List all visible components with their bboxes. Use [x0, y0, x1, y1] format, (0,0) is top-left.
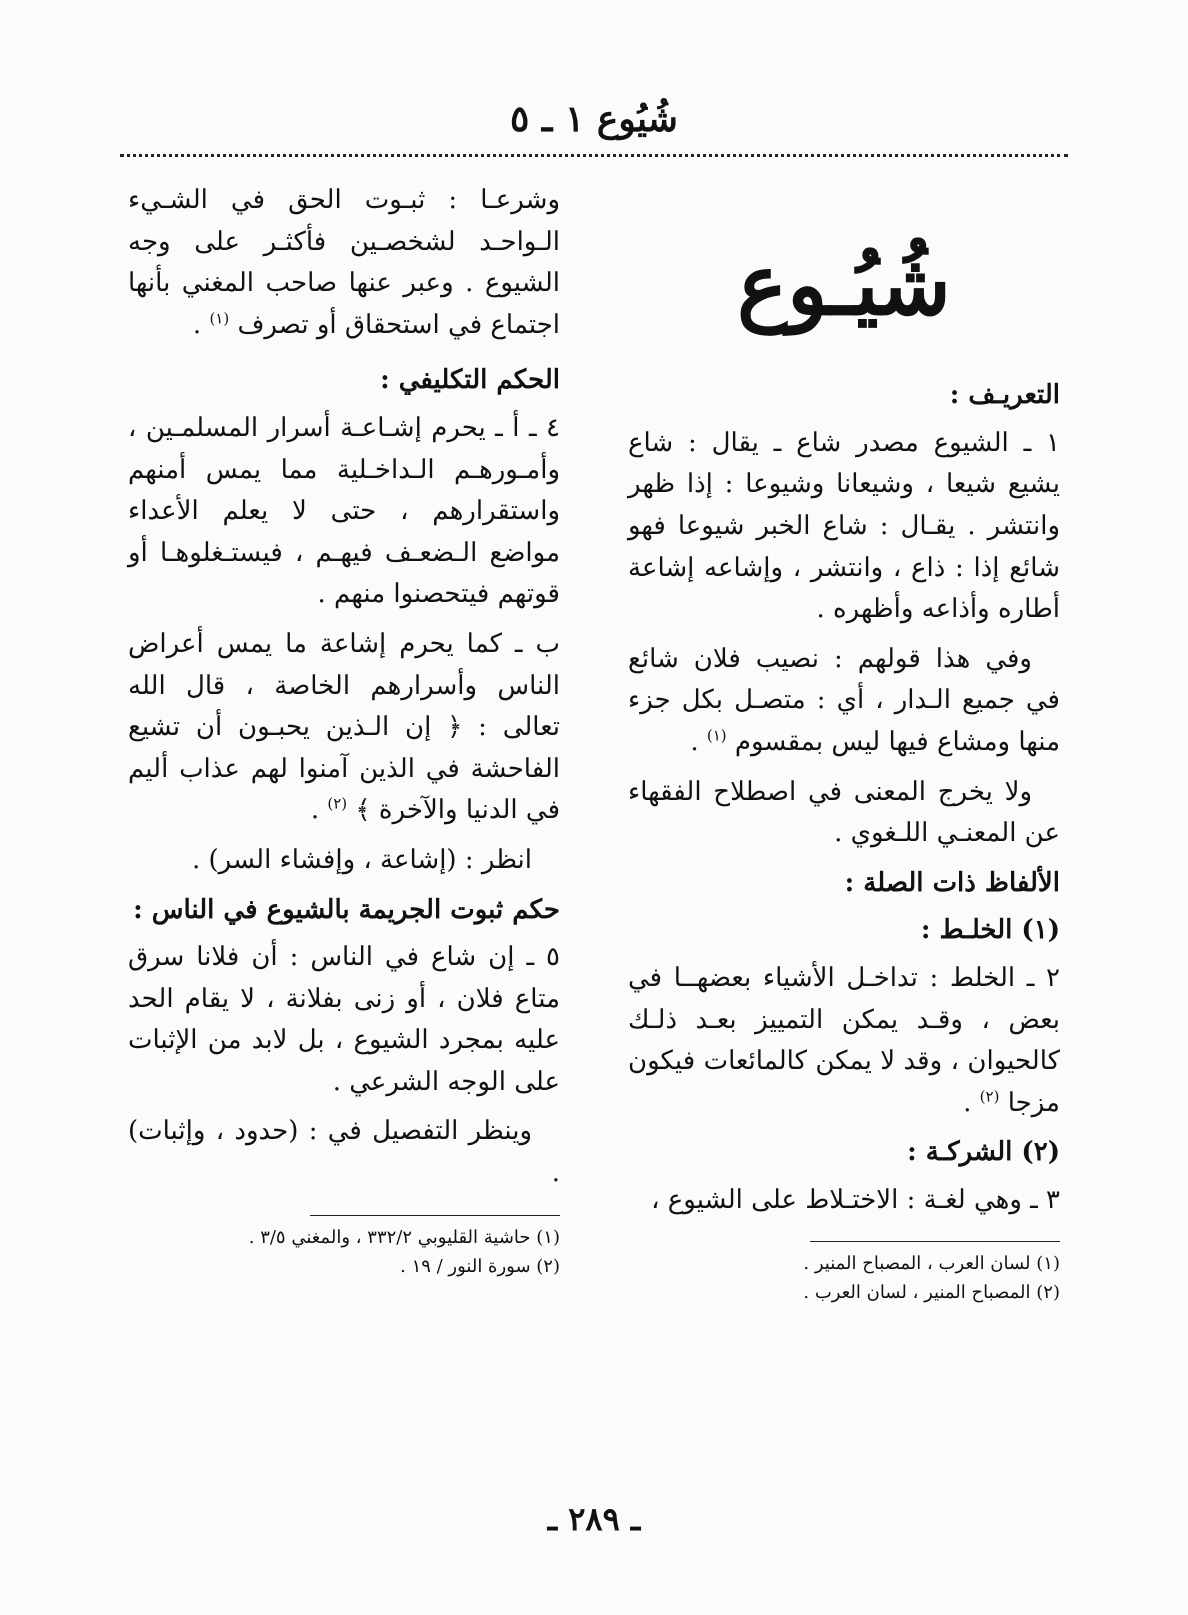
paragraph-1: ١ ـ الشيوع مصدر شاع ـ يقال : شاع يشيع شيعا ، وشيعانا وشيوعا : إذا ظهر وانتشر . يقـال : شاع الخبر شيوعا فهو شائع إذا : ذاع ، وانتشر ، وإشاعه إشاعة أطاره وأذاعه وأظهره .: [628, 427, 1060, 625]
paragraph-2: ٤ ـ أ ـ يحرم إشـاعـة أسرار المسلمـين ، وأمـورهـم الـداخـلية مما يمس أمنهم واستقرارهم ، حتى لا يعلم الأعداء مواضع الـضعـف فيهـم ، فيستـغلوهـا أو قوتهم فيتحصنوا منهم .: [128, 412, 560, 610]
paragraph-3: ب ـ كما يحرم إشاعة ما يمس أعراض الناس وأسرارهم الخاصة ، قال الله تعالى : ﴿ إن الـذين يحبـون أن تشيع الفاحشة في الذين آمنوا لهم عذاب أليم في الدنيا والآخرة ﴾ $^{(٢)}$ .: [128, 628, 560, 826]
crime-heading: حكم ثبوت الجريمة بالشيوع في الناس :: [133, 894, 560, 925]
footnote-ref: (٢): [327, 794, 348, 813]
paragraph-6: وينظر التفصيل في : (حدود ، وإثبات) .: [128, 1116, 560, 1189]
paragraph-3: ولا يخرج المعنى في اصطلاح الفقهاء عن المعنـي اللـغوي .: [628, 776, 1060, 849]
page-number: ـ ٢٨٩ ـ: [547, 1500, 641, 1538]
footnote-ref: (١): [706, 726, 727, 745]
partnership-heading: (٢) الشركـة :: [907, 1137, 1060, 1168]
paragraph-2: وفي هذا قولهم : نصيب فلان شائع في جميع الـدار ، أي : متصـل بكل جزء منها ومشاع فيها ليس بمقسوم $^{(١)}$ .: [628, 643, 1060, 757]
footnote-ref: (٢): [979, 1087, 1000, 1106]
left-footnotes: [128, 1224, 560, 1280]
footnote-rule: [810, 1241, 1060, 1242]
definition-heading: التعريـف :: [949, 380, 1060, 411]
footnote: (١) لسان العرب ، المصباح المنير .: [803, 1253, 1060, 1275]
footnote: (١) حاشية القليوبي ٣٣٢/٢ ، والمغني ٣/٥ .: [248, 1226, 560, 1248]
paragraph-2-text: وفي هذا قولهم : نصيب فلان شائع في جميع الـدار ، أي : متصـل بكل جزء منها ومشاع فيها ليس بمقسوم: [628, 643, 1060, 757]
paragraph-4-text: ٢ ـ الخلط : تداخـل الأشياء بعضهــا في بعض ، وقـد يمكن التمييز بعـد ذلـك كالحيوان ، وقد لا يمكن كالمائعات فيكون مزجا: [628, 962, 1060, 1118]
footnote: (٢) المصباح المنير ، لسان العرب .: [803, 1282, 1060, 1304]
mixing-heading: (١) الخلـط :: [920, 915, 1060, 946]
entry-title: شُيُـوع: [737, 235, 951, 334]
running-head: شُيُوع ١ ـ ٥: [510, 98, 678, 140]
footnote-ref: (١): [209, 309, 230, 328]
ruling-heading: الحكم التكليفي :: [380, 365, 560, 396]
paragraph-3-text: ب ـ كما يحرم إشاعة ما يمس أعراض الناس وأسرارهم الخاصة ، قال الله تعالى : ﴿ إن الـذين يحبـون أن تشيع الفاحشة في الذين آمنوا لهم عذاب أليم في الدنيا والآخرة ﴾: [128, 628, 560, 826]
paragraph-5: ٥ ـ إن شاع في الناس : أن فلانا سرق متاع فلان ، أو زنى بفلانة ، لا يقام الحد عليه بمجرد الشيوع ، بل لابد من الإثبات على الوجه الشرعي .: [128, 942, 560, 1097]
paragraph-1-text: وشرعـا : ثبـوت الحق في الشـيء الـواحـد لشخصـين فأكثـر على وجه الشيوع . وعبر عنها صاحب المغني بأنها اجتماع في استحقاق أو تصرف: [128, 185, 560, 340]
related-terms-heading: الألفاظ ذات الصلة :: [844, 867, 1060, 898]
header-dotted-rule: [120, 154, 1068, 157]
right-footnotes: [628, 1250, 1060, 1306]
right-column: [628, 178, 1060, 1308]
paragraph-4: ٢ ـ الخلط : تداخـل الأشياء بعضهــا في بعض ، وقـد يمكن التمييز بعـد ذلـك كالحيوان ، وقد لا يمكن كالمائعات فيكون مزجا $^{(٢)}$ .: [628, 962, 1060, 1118]
footnote-rule: [310, 1215, 560, 1216]
paragraph-1: وشرعـا : ثبـوت الحق في الشـيء الـواحـد لشخصـين فأكثـر على وجه الشيوع . وعبر عنها صاحب المغني بأنها اجتماع في استحقاق أو تصرف $^{(١)}$ .: [128, 185, 560, 340]
paragraph-5: ٣ ـ وهي لغـة : الاختـلاط على الشيوع ،: [651, 1184, 1060, 1215]
paragraph-4: انظر : (إشاعة ، وإفشاء السر) .: [191, 844, 532, 875]
left-column: [128, 180, 560, 1282]
footnote: (٢) سورة النور / ١٩ .: [400, 1255, 560, 1277]
